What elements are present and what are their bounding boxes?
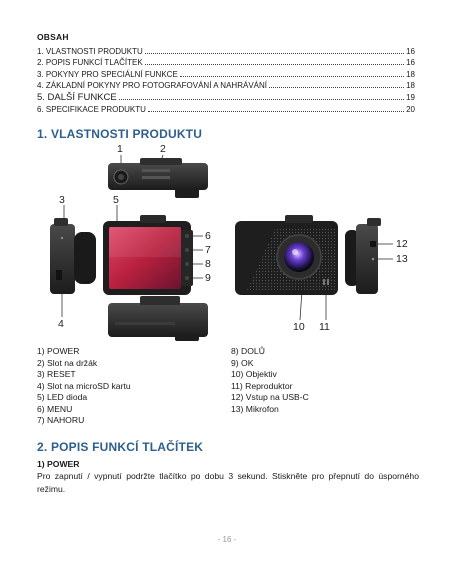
toc-entry-page: 16 — [406, 58, 415, 68]
toc-entry-label: 5. DALŠÍ FUNKCE — [37, 91, 117, 103]
callout-number: 4 — [58, 318, 64, 330]
legend-item: 7) NAHORU — [37, 415, 85, 425]
legend-item: 6) MENU — [37, 403, 73, 414]
section-heading-product-features: 1. VLASTNOSTI PRODUKTU — [37, 127, 203, 141]
toc-entry-label: 3. POKYNY PRO SPECIÁLNÍ FUNKCE — [37, 69, 178, 79]
legend-item: 4) Slot na microSD kartu — [37, 380, 131, 391]
callout-number: 11 — [319, 321, 330, 333]
paragraph-power: Pro zapnutí / vypnutí podržte tlačítko po dobu 3 sekund. Stiskněte pro přepnutí do úsporného režimu. — [37, 471, 419, 494]
callout-number: 12 — [396, 238, 408, 250]
callout-number: 6 — [205, 230, 211, 242]
callout-number: 8 — [205, 258, 211, 270]
legend-item: 5) LED dioda — [37, 392, 88, 402]
callout-number: 5 — [113, 194, 119, 206]
legend-item: 2) Slot na držák — [37, 357, 98, 368]
callout-number: 10 — [293, 321, 305, 333]
dashcam-bottom-view — [108, 296, 208, 341]
dashcam-right-side-view — [345, 218, 381, 294]
toc-entry-page: 18 — [406, 69, 415, 79]
legend-item: 8) DOLŮ — [231, 346, 265, 356]
subheading-power: 1) POWER — [37, 459, 80, 469]
legend-item: 10) Objektiv — [231, 369, 277, 379]
callout-number: 2 — [160, 143, 166, 155]
legend-item: 13) Mikrofon — [231, 403, 279, 414]
toc-entry-page: 20 — [406, 104, 415, 114]
callout-number: 9 — [205, 272, 211, 284]
section-heading-button-functions: 2. POPIS FUNKCÍ TLAČÍTEK — [37, 440, 204, 454]
parts-legend-left — [37, 346, 131, 427]
dashcam-left-side-view — [50, 218, 96, 294]
legend-item: 12) Vstup na USB-C — [231, 392, 309, 402]
legend-item: 11) Reproduktor — [231, 380, 293, 391]
callout-number: 1 — [117, 143, 123, 155]
parts-legend-right — [231, 346, 309, 415]
toc-title: OBSAH — [37, 32, 69, 42]
legend-item: 3) RESET — [37, 369, 76, 379]
toc-entry-page: 16 — [406, 46, 415, 56]
callout-number: 3 — [59, 194, 65, 206]
dashcam-top-view — [108, 158, 208, 198]
toc-entry-label: 2. POPIS FUNKCÍ TLAČÍTEK — [37, 58, 143, 68]
legend-item: 1) POWER — [37, 346, 80, 356]
toc-entry-label: 4. ZÁKLADNÍ POKYNY PRO FOTOGRAFOVÁNÍ A NAHRÁVÁNÍ — [37, 81, 267, 91]
page-number: - 16 - — [217, 535, 237, 544]
legend-item: 9) OK — [231, 357, 254, 368]
callout-number: 7 — [205, 244, 211, 256]
toc-entry-page: 19 — [406, 92, 415, 102]
toc-entry-label: 6. SPECIFIKACE PRODUKTU — [37, 104, 146, 114]
dashcam-screen-view — [103, 215, 193, 295]
callout-number: 13 — [396, 253, 408, 265]
toc-entry-page: 18 — [406, 81, 415, 91]
dashcam-lens-view — [235, 215, 338, 295]
toc-entry-label: 1. VLASTNOSTI PRODUKTU — [37, 46, 143, 56]
